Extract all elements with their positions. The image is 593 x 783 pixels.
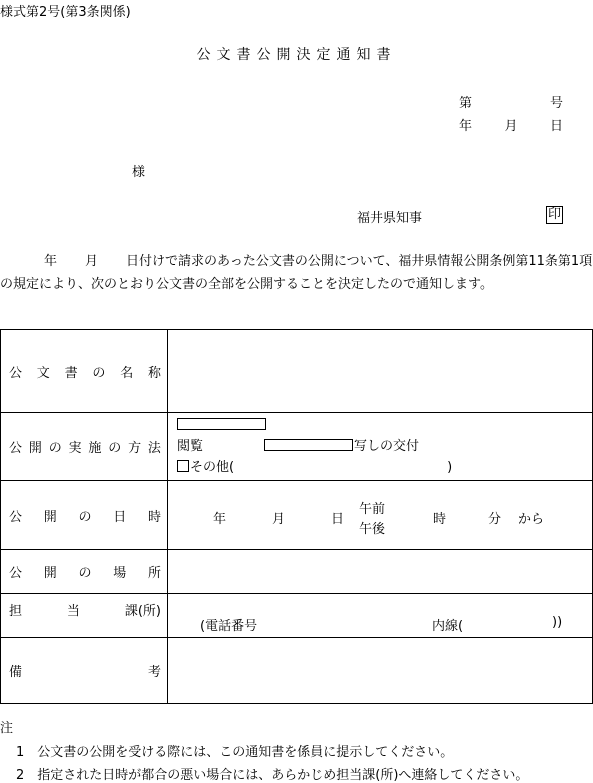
option-copy[interactable]: 写しの交付 xyxy=(264,439,419,454)
option-other[interactable]: その他( xyxy=(177,460,234,475)
body-text: 日付けで請求のあった公文書の公開について、福井県情報公開条例第11条第1項の規定により、次のとおり公文書の全部を公開することを決定したので通知します。 xyxy=(0,254,593,292)
issuer: 福井県知事 xyxy=(357,211,423,226)
place-label: 公 開 の 場 所 xyxy=(1,550,168,594)
checkbox-icon[interactable] xyxy=(177,460,189,472)
dt-from: から xyxy=(518,512,545,527)
remarks-field[interactable] xyxy=(168,638,593,704)
checkbox-icon[interactable] xyxy=(264,439,353,451)
document-number xyxy=(459,92,563,111)
dt-am: 午前 xyxy=(359,502,386,517)
number-prefix: 第 xyxy=(459,96,473,111)
note-item-1: 1 公文書の公開を受ける際には、この通知書を係員に提示してください。 xyxy=(16,745,454,760)
dt-pm: 午後 xyxy=(359,522,386,537)
option-view[interactable]: 閲覧 xyxy=(177,415,264,457)
table-row xyxy=(1,550,593,594)
table-row xyxy=(1,481,593,550)
dt-month: 月 xyxy=(272,512,286,527)
body-paragraph xyxy=(0,250,593,296)
datetime-field[interactable] xyxy=(168,481,593,550)
table-row xyxy=(1,594,593,638)
form-code: 様式第2号(第3条関係) xyxy=(0,5,131,20)
checkbox-icon[interactable] xyxy=(177,418,266,430)
table-row xyxy=(1,413,593,481)
document-date xyxy=(459,115,563,134)
place-field[interactable] xyxy=(168,550,593,594)
method-field xyxy=(168,413,593,481)
seal-mark: 印 xyxy=(548,207,562,222)
number-suffix: 号 xyxy=(549,96,563,111)
dt-hour: 時 xyxy=(433,512,447,527)
body-year: 年 xyxy=(44,254,58,269)
disclosure-table xyxy=(0,329,593,704)
table-row xyxy=(1,638,593,704)
document-name-label: 公 文 書 の 名 称 xyxy=(1,330,168,413)
document-name-field[interactable] xyxy=(168,330,593,413)
dt-day: 日 xyxy=(331,512,345,527)
extension-label: 内線( xyxy=(432,619,464,634)
dt-minute: 分 xyxy=(488,512,502,527)
notes-heading: 注 xyxy=(0,721,14,736)
date-day: 日 xyxy=(549,119,563,134)
extension-close: )) xyxy=(552,615,563,630)
other-close-paren: ) xyxy=(447,460,453,475)
method-label: 公 開 の 実 施 の 方 法 xyxy=(1,413,168,481)
document-title: 公文書公開決定通知書 xyxy=(196,47,397,63)
table-row xyxy=(1,330,593,413)
datetime-label: 公 開 の 日 時 xyxy=(1,481,168,550)
addressee-suffix: 様 xyxy=(132,165,146,180)
department-label: 担 当 課(所) xyxy=(1,594,168,638)
dt-year: 年 xyxy=(213,512,227,527)
department-field[interactable] xyxy=(168,594,593,638)
date-month: 月 xyxy=(504,119,518,134)
date-year: 年 xyxy=(459,119,473,134)
body-month: 月 xyxy=(85,254,99,269)
remarks-label: 備 考 xyxy=(1,638,168,704)
phone-label: (電話番号 xyxy=(200,619,258,634)
note-item-2: 2 指定された日時が都合の悪い場合には、あらかじめ担当課(所)へ連絡してください。 xyxy=(16,768,529,783)
